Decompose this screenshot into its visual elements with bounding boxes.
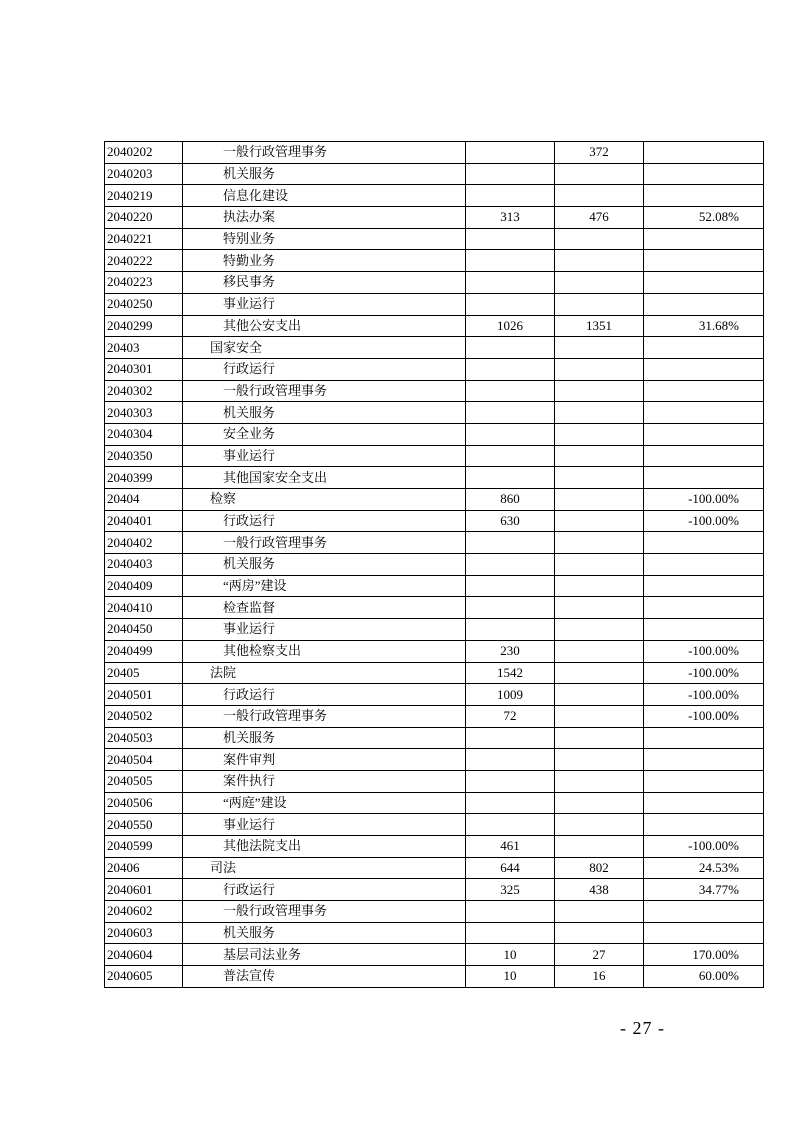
amount-current-cell xyxy=(555,489,644,511)
item-name-cell: 一般行政管理事务 xyxy=(183,142,466,164)
item-code-cell: 2040604 xyxy=(105,944,183,966)
budget-table xyxy=(104,141,764,988)
change-percent-cell xyxy=(644,532,764,554)
amount-prev-cell xyxy=(466,901,555,923)
item-name-cell: 特别业务 xyxy=(183,228,466,250)
item-code-cell: 2040499 xyxy=(105,640,183,662)
table-row xyxy=(105,684,764,706)
amount-current-cell xyxy=(555,770,644,792)
amount-prev-cell xyxy=(466,467,555,489)
change-percent-cell xyxy=(644,575,764,597)
amount-prev-cell xyxy=(466,814,555,836)
item-code-cell: 2040250 xyxy=(105,293,183,315)
amount-current-cell xyxy=(555,250,644,272)
table-row xyxy=(105,922,764,944)
amount-prev-cell xyxy=(466,272,555,294)
change-percent-cell: 52.08% xyxy=(644,207,764,229)
item-name-cell: 一般行政管理事务 xyxy=(183,532,466,554)
item-name-cell: “两庭”建设 xyxy=(183,792,466,814)
amount-prev-cell: 630 xyxy=(466,510,555,532)
change-percent-cell: 31.68% xyxy=(644,315,764,337)
amount-prev-cell: 644 xyxy=(466,857,555,879)
change-percent-cell: 24.53% xyxy=(644,857,764,879)
table-row xyxy=(105,575,764,597)
change-percent-cell xyxy=(644,554,764,576)
amount-current-cell: 802 xyxy=(555,857,644,879)
item-code-cell: 2040403 xyxy=(105,554,183,576)
item-name-cell: 其他公安支出 xyxy=(183,315,466,337)
table-row xyxy=(105,337,764,359)
item-code-cell: 2040409 xyxy=(105,575,183,597)
item-name-cell: “两房”建设 xyxy=(183,575,466,597)
change-percent-cell xyxy=(644,619,764,641)
amount-current-cell xyxy=(555,597,644,619)
table-row xyxy=(105,640,764,662)
table-row xyxy=(105,554,764,576)
change-percent-cell xyxy=(644,770,764,792)
item-code-cell: 2040221 xyxy=(105,228,183,250)
change-percent-cell: -100.00% xyxy=(644,662,764,684)
table-row xyxy=(105,814,764,836)
change-percent-cell xyxy=(644,228,764,250)
amount-prev-cell xyxy=(466,597,555,619)
item-name-cell: 信息化建设 xyxy=(183,185,466,207)
amount-current-cell xyxy=(555,380,644,402)
amount-prev-cell: 325 xyxy=(466,879,555,901)
item-code-cell: 20404 xyxy=(105,489,183,511)
item-name-cell: 普法宣传 xyxy=(183,966,466,988)
amount-current-cell xyxy=(555,293,644,315)
change-percent-cell xyxy=(644,814,764,836)
item-code-cell: 2040503 xyxy=(105,727,183,749)
table-row xyxy=(105,250,764,272)
table-row xyxy=(105,705,764,727)
amount-prev-cell xyxy=(466,792,555,814)
amount-prev-cell xyxy=(466,423,555,445)
table-row xyxy=(105,467,764,489)
change-percent-cell xyxy=(644,467,764,489)
change-percent-cell xyxy=(644,792,764,814)
table-row xyxy=(105,749,764,771)
item-name-cell: 机关服务 xyxy=(183,554,466,576)
table-row xyxy=(105,727,764,749)
amount-prev-cell xyxy=(466,749,555,771)
amount-prev-cell xyxy=(466,770,555,792)
amount-prev-cell xyxy=(466,228,555,250)
item-code-cell: 2040222 xyxy=(105,250,183,272)
item-code-cell: 2040299 xyxy=(105,315,183,337)
amount-prev-cell xyxy=(466,922,555,944)
amount-current-cell xyxy=(555,228,644,250)
change-percent-cell xyxy=(644,185,764,207)
table-row xyxy=(105,770,764,792)
item-code-cell: 2040605 xyxy=(105,966,183,988)
table-row xyxy=(105,315,764,337)
item-name-cell: 检察 xyxy=(183,489,466,511)
amount-prev-cell: 10 xyxy=(466,944,555,966)
amount-prev-cell xyxy=(466,250,555,272)
amount-current-cell xyxy=(555,792,644,814)
change-percent-cell xyxy=(644,272,764,294)
item-name-cell: 其他法院支出 xyxy=(183,836,466,858)
change-percent-cell: -100.00% xyxy=(644,489,764,511)
table-row xyxy=(105,879,764,901)
table-row xyxy=(105,402,764,424)
item-name-cell: 事业运行 xyxy=(183,814,466,836)
change-percent-cell xyxy=(644,293,764,315)
item-name-cell: 事业运行 xyxy=(183,445,466,467)
item-code-cell: 20405 xyxy=(105,662,183,684)
item-code-cell: 2040410 xyxy=(105,597,183,619)
amount-current-cell xyxy=(555,554,644,576)
amount-current-cell xyxy=(555,337,644,359)
change-percent-cell xyxy=(644,142,764,164)
amount-prev-cell: 313 xyxy=(466,207,555,229)
table-row xyxy=(105,228,764,250)
item-code-cell: 2040202 xyxy=(105,142,183,164)
item-code-cell: 2040550 xyxy=(105,814,183,836)
amount-current-cell xyxy=(555,358,644,380)
table-row xyxy=(105,944,764,966)
item-name-cell: 司法 xyxy=(183,857,466,879)
item-name-cell: 案件审判 xyxy=(183,749,466,771)
table-row xyxy=(105,901,764,923)
change-percent-cell xyxy=(644,163,764,185)
amount-current-cell: 372 xyxy=(555,142,644,164)
amount-prev-cell: 860 xyxy=(466,489,555,511)
item-name-cell: 其他国家安全支出 xyxy=(183,467,466,489)
amount-current-cell xyxy=(555,749,644,771)
amount-prev-cell: 461 xyxy=(466,836,555,858)
amount-current-cell xyxy=(555,185,644,207)
table-row xyxy=(105,445,764,467)
amount-prev-cell: 10 xyxy=(466,966,555,988)
item-code-cell: 20406 xyxy=(105,857,183,879)
item-code-cell: 2040602 xyxy=(105,901,183,923)
item-name-cell: 事业运行 xyxy=(183,619,466,641)
item-code-cell: 2040399 xyxy=(105,467,183,489)
item-code-cell: 2040302 xyxy=(105,380,183,402)
change-percent-cell: -100.00% xyxy=(644,640,764,662)
item-name-cell: 一般行政管理事务 xyxy=(183,705,466,727)
amount-current-cell xyxy=(555,575,644,597)
table-row xyxy=(105,662,764,684)
change-percent-cell: -100.00% xyxy=(644,836,764,858)
page-number: - 27 - xyxy=(620,1018,665,1038)
amount-current-cell xyxy=(555,423,644,445)
amount-prev-cell xyxy=(466,293,555,315)
table-row xyxy=(105,423,764,445)
change-percent-cell: -100.00% xyxy=(644,684,764,706)
amount-current-cell: 1351 xyxy=(555,315,644,337)
item-name-cell: 机关服务 xyxy=(183,163,466,185)
item-name-cell: 特勤业务 xyxy=(183,250,466,272)
amount-current-cell xyxy=(555,467,644,489)
item-code-cell: 2040350 xyxy=(105,445,183,467)
item-code-cell: 2040303 xyxy=(105,402,183,424)
item-code-cell: 2040402 xyxy=(105,532,183,554)
item-name-cell: 行政运行 xyxy=(183,684,466,706)
amount-current-cell xyxy=(555,532,644,554)
amount-current-cell xyxy=(555,402,644,424)
change-percent-cell xyxy=(644,423,764,445)
item-code-cell: 2040223 xyxy=(105,272,183,294)
change-percent-cell xyxy=(644,445,764,467)
amount-prev-cell xyxy=(466,727,555,749)
amount-prev-cell xyxy=(466,554,555,576)
table-row xyxy=(105,836,764,858)
amount-current-cell xyxy=(555,510,644,532)
item-code-cell: 2040603 xyxy=(105,922,183,944)
amount-current-cell xyxy=(555,901,644,923)
amount-current-cell: 476 xyxy=(555,207,644,229)
change-percent-cell: 60.00% xyxy=(644,966,764,988)
item-name-cell: 一般行政管理事务 xyxy=(183,380,466,402)
item-name-cell: 机关服务 xyxy=(183,727,466,749)
change-percent-cell: 34.77% xyxy=(644,879,764,901)
amount-prev-cell xyxy=(466,532,555,554)
amount-current-cell: 16 xyxy=(555,966,644,988)
item-name-cell: 一般行政管理事务 xyxy=(183,901,466,923)
table-row xyxy=(105,510,764,532)
change-percent-cell: -100.00% xyxy=(644,705,764,727)
item-name-cell: 行政运行 xyxy=(183,879,466,901)
table-row xyxy=(105,857,764,879)
item-code-cell: 2040301 xyxy=(105,358,183,380)
table-row xyxy=(105,142,764,164)
change-percent-cell: -100.00% xyxy=(644,510,764,532)
table-row xyxy=(105,272,764,294)
amount-current-cell: 27 xyxy=(555,944,644,966)
item-code-cell: 2040304 xyxy=(105,423,183,445)
amount-current-cell: 438 xyxy=(555,879,644,901)
item-code-cell: 2040505 xyxy=(105,770,183,792)
amount-prev-cell: 1542 xyxy=(466,662,555,684)
amount-prev-cell xyxy=(466,619,555,641)
item-name-cell: 事业运行 xyxy=(183,293,466,315)
amount-current-cell xyxy=(555,922,644,944)
amount-current-cell xyxy=(555,163,644,185)
item-name-cell: 机关服务 xyxy=(183,922,466,944)
item-code-cell: 2040220 xyxy=(105,207,183,229)
table-row xyxy=(105,185,764,207)
amount-current-cell xyxy=(555,662,644,684)
amount-prev-cell xyxy=(466,575,555,597)
table-row xyxy=(105,358,764,380)
item-name-cell: 基层司法业务 xyxy=(183,944,466,966)
change-percent-cell xyxy=(644,402,764,424)
item-code-cell: 2040502 xyxy=(105,705,183,727)
table-row xyxy=(105,792,764,814)
amount-prev-cell: 1009 xyxy=(466,684,555,706)
change-percent-cell xyxy=(644,250,764,272)
table-row xyxy=(105,619,764,641)
amount-current-cell xyxy=(555,445,644,467)
change-percent-cell xyxy=(644,358,764,380)
change-percent-cell xyxy=(644,380,764,402)
item-name-cell: 行政运行 xyxy=(183,510,466,532)
change-percent-cell xyxy=(644,749,764,771)
amount-current-cell xyxy=(555,640,644,662)
table-row xyxy=(105,207,764,229)
amount-prev-cell: 72 xyxy=(466,705,555,727)
change-percent-cell xyxy=(644,901,764,923)
table-row xyxy=(105,532,764,554)
table-row xyxy=(105,489,764,511)
amount-prev-cell xyxy=(466,402,555,424)
amount-prev-cell xyxy=(466,185,555,207)
amount-prev-cell xyxy=(466,142,555,164)
amount-current-cell xyxy=(555,272,644,294)
item-code-cell: 2040601 xyxy=(105,879,183,901)
item-code-cell: 20403 xyxy=(105,337,183,359)
item-code-cell: 2040504 xyxy=(105,749,183,771)
amount-prev-cell xyxy=(466,358,555,380)
table-body xyxy=(105,142,764,988)
change-percent-cell xyxy=(644,597,764,619)
table-row xyxy=(105,293,764,315)
item-name-cell: 安全业务 xyxy=(183,423,466,445)
item-code-cell: 2040203 xyxy=(105,163,183,185)
table-row xyxy=(105,966,764,988)
item-name-cell: 法院 xyxy=(183,662,466,684)
item-code-cell: 2040219 xyxy=(105,185,183,207)
amount-current-cell xyxy=(555,727,644,749)
amount-current-cell xyxy=(555,619,644,641)
amount-prev-cell: 1026 xyxy=(466,315,555,337)
item-name-cell: 检查监督 xyxy=(183,597,466,619)
amount-current-cell xyxy=(555,814,644,836)
amount-prev-cell: 230 xyxy=(466,640,555,662)
item-code-cell: 2040501 xyxy=(105,684,183,706)
amount-prev-cell xyxy=(466,163,555,185)
amount-prev-cell xyxy=(466,380,555,402)
amount-current-cell xyxy=(555,705,644,727)
item-code-cell: 2040450 xyxy=(105,619,183,641)
change-percent-cell xyxy=(644,922,764,944)
item-name-cell: 执法办案 xyxy=(183,207,466,229)
change-percent-cell: 170.00% xyxy=(644,944,764,966)
item-name-cell: 其他检察支出 xyxy=(183,640,466,662)
amount-current-cell xyxy=(555,684,644,706)
item-name-cell: 国家安全 xyxy=(183,337,466,359)
item-code-cell: 2040401 xyxy=(105,510,183,532)
item-name-cell: 案件执行 xyxy=(183,770,466,792)
table-row xyxy=(105,597,764,619)
amount-prev-cell xyxy=(466,445,555,467)
item-name-cell: 移民事务 xyxy=(183,272,466,294)
amount-prev-cell xyxy=(466,337,555,359)
item-name-cell: 行政运行 xyxy=(183,358,466,380)
item-code-cell: 2040599 xyxy=(105,836,183,858)
table-row xyxy=(105,163,764,185)
change-percent-cell xyxy=(644,727,764,749)
item-code-cell: 2040506 xyxy=(105,792,183,814)
amount-current-cell xyxy=(555,836,644,858)
item-name-cell: 机关服务 xyxy=(183,402,466,424)
change-percent-cell xyxy=(644,337,764,359)
table-row xyxy=(105,380,764,402)
